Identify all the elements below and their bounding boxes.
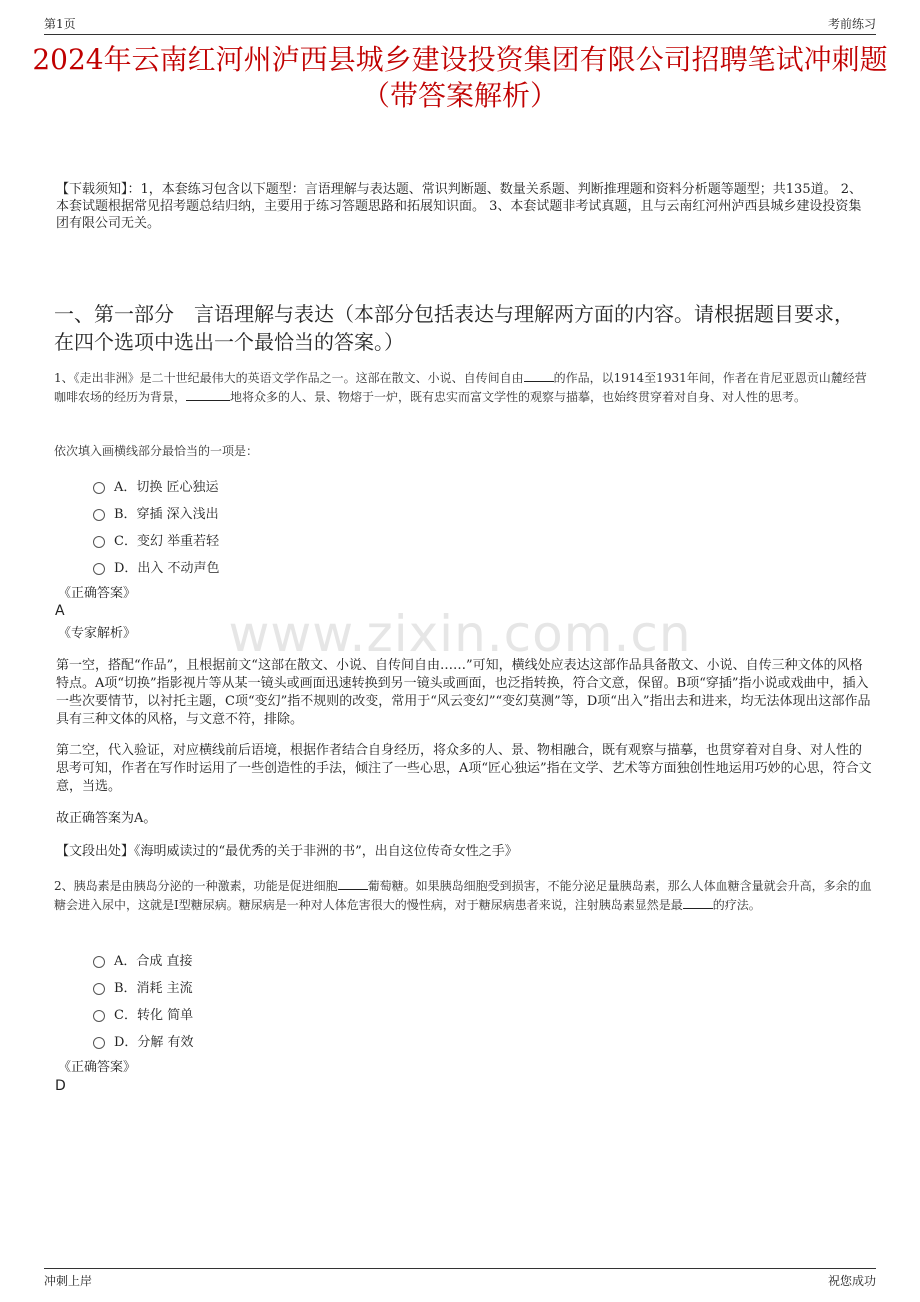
blank-line bbox=[186, 400, 230, 401]
answer-label: 《正确答案》 bbox=[58, 586, 137, 601]
question-2-options bbox=[93, 946, 194, 1054]
option-label: D．出入 不动声色 bbox=[114, 561, 220, 576]
radio-icon[interactable] bbox=[93, 1037, 105, 1049]
header-tag: 考前练习 bbox=[827, 17, 876, 31]
analysis-label: 《专家解析》 bbox=[58, 626, 137, 641]
option-label: A．切换 匠心独运 bbox=[114, 480, 219, 495]
answer-label: 《正确答案》 bbox=[58, 1060, 137, 1075]
option-b[interactable] bbox=[93, 499, 220, 526]
footer-left: 冲刺上岸 bbox=[44, 1274, 93, 1288]
option-a[interactable] bbox=[93, 472, 220, 499]
option-a[interactable] bbox=[93, 946, 194, 973]
question-1-options bbox=[93, 472, 220, 580]
page-number: 第1页 bbox=[44, 17, 76, 31]
question-1-text-c: 地将众多的人、景、物熔于一炉，既有忠实而富文学性的观察与描摹，也始终贯穿着对自身、对人性的思考。 bbox=[230, 390, 807, 404]
option-label: A．合成 直接 bbox=[114, 954, 193, 969]
question-1-text-a: 1、《走出非洲》是二十世纪最伟大的英语文学作品之一。这部在散文、小说、自传间自由 bbox=[54, 371, 524, 385]
option-label: B．消耗 主流 bbox=[114, 981, 193, 996]
question-2-text-c: 的疗法。 bbox=[712, 898, 761, 912]
radio-icon[interactable] bbox=[93, 983, 105, 995]
question-2-text-a: 2、胰岛素是由胰岛分泌的一种激素，功能是促进细胞 bbox=[54, 879, 338, 893]
analysis-paragraph-2: 第二空，代入验证，对应横线前后语境，根据作者结合自身经历，将众多的人、景、物相融合，既有观察与描摹，也贯穿着对自身、对人性的思考可知，作者在写作时运用了一些创造性的手法，倾注了一些心思，A项“匠心独运”指在文学、艺术等方面独创性地运用巧妙的心思，符合文意，当选。 bbox=[56, 743, 872, 794]
radio-icon[interactable] bbox=[93, 563, 105, 575]
section-heading: 一、第一部分 言语理解与表达（本部分包括表达与理解两方面的内容。请根据题目要求，在四个选项中选出一个最恰当的答案。） bbox=[54, 302, 854, 354]
radio-icon[interactable] bbox=[93, 1010, 105, 1022]
watermark: www.zixin.com.cn bbox=[228, 605, 692, 663]
question-1-prompt: 依次填入画横线部分最恰当的一项是： bbox=[54, 444, 259, 458]
question-2-stem bbox=[54, 877, 872, 915]
blank-line bbox=[683, 908, 713, 909]
page-footer bbox=[44, 1268, 876, 1289]
page-header bbox=[44, 12, 876, 35]
analysis-conclusion: 故正确答案为A。 bbox=[56, 811, 157, 826]
option-label: B．穿插 深入浅出 bbox=[114, 507, 219, 522]
option-c[interactable] bbox=[93, 526, 220, 553]
document-title: 2024年云南红河州泸西县城乡建设投资集团有限公司招聘笔试冲刺题（带答案解析） bbox=[32, 43, 888, 112]
question-2-text-b: 葡萄糖。如果胰岛细胞受到损害，不能分泌足量胰岛素，那么人体血糖含量就会升高，多余的血糖会进入尿中，这就是I型糖尿病。糖尿病是一种对人体危害很大的慢性病，对于糖尿病患者来说，注射胰岛素显然是最 bbox=[54, 879, 872, 912]
option-b[interactable] bbox=[93, 973, 194, 1000]
option-c[interactable] bbox=[93, 1000, 194, 1027]
answer-value: D bbox=[55, 1078, 66, 1094]
question-1-text-b: 的作品，以1914至1931年间，作者在肯尼亚恩贡山麓经营咖啡农场的经历为背景， bbox=[54, 371, 867, 404]
answer-value: A bbox=[55, 603, 65, 619]
radio-icon[interactable] bbox=[93, 956, 105, 968]
option-label: D．分解 有效 bbox=[114, 1035, 194, 1050]
option-label: C．转化 简单 bbox=[114, 1008, 194, 1023]
option-d[interactable] bbox=[93, 1027, 194, 1054]
option-d[interactable] bbox=[93, 553, 220, 580]
source-note: 【文段出处】《海明威读过的“最优秀的关于非洲的书”，出自这位传奇女性之手》 bbox=[56, 844, 518, 859]
footer-right: 祝您成功 bbox=[827, 1274, 876, 1288]
radio-icon[interactable] bbox=[93, 509, 105, 521]
download-notice: 【下载须知】：1，本套练习包含以下题型：言语理解与表达题、常识判断题、数量关系题、判断推理题和资料分析题等题型；共135道。 2、本套试题根据常见招考题总结归纳，主要用于练习答题思路和拓展知识面。 3、本套试题非考试真题，且与云南红河州泸西县城乡建设投资集团有限公司无关。 bbox=[56, 182, 862, 231]
question-1-stem bbox=[54, 369, 872, 407]
blank-line bbox=[338, 889, 368, 890]
blank-line bbox=[524, 381, 554, 382]
option-label: C．变幻 举重若轻 bbox=[114, 534, 220, 549]
analysis-paragraph-1: 第一空，搭配“作品”，且根据前文“这部在散文、小说、自传间自由……”可知，横线处应表达这部作品具备散文、小说、自传三种文体的风格特点。A项“切换”指影视片等从某一镜头或画面迅速转换到另一镜头或画面，也泛指转换，符合文意，保留。B项“穿插”指小说或戏曲中，插入一些次要情节，以衬托主题，C项“变幻”指不规则的改变，常用于“风云变幻”“变幻莫测”等，D项“出入”指出去和进来，均无法体现出这部作品具有三种文体的风格，与文意不符，排除。 bbox=[56, 658, 871, 727]
radio-icon[interactable] bbox=[93, 536, 105, 548]
radio-icon[interactable] bbox=[93, 482, 105, 494]
